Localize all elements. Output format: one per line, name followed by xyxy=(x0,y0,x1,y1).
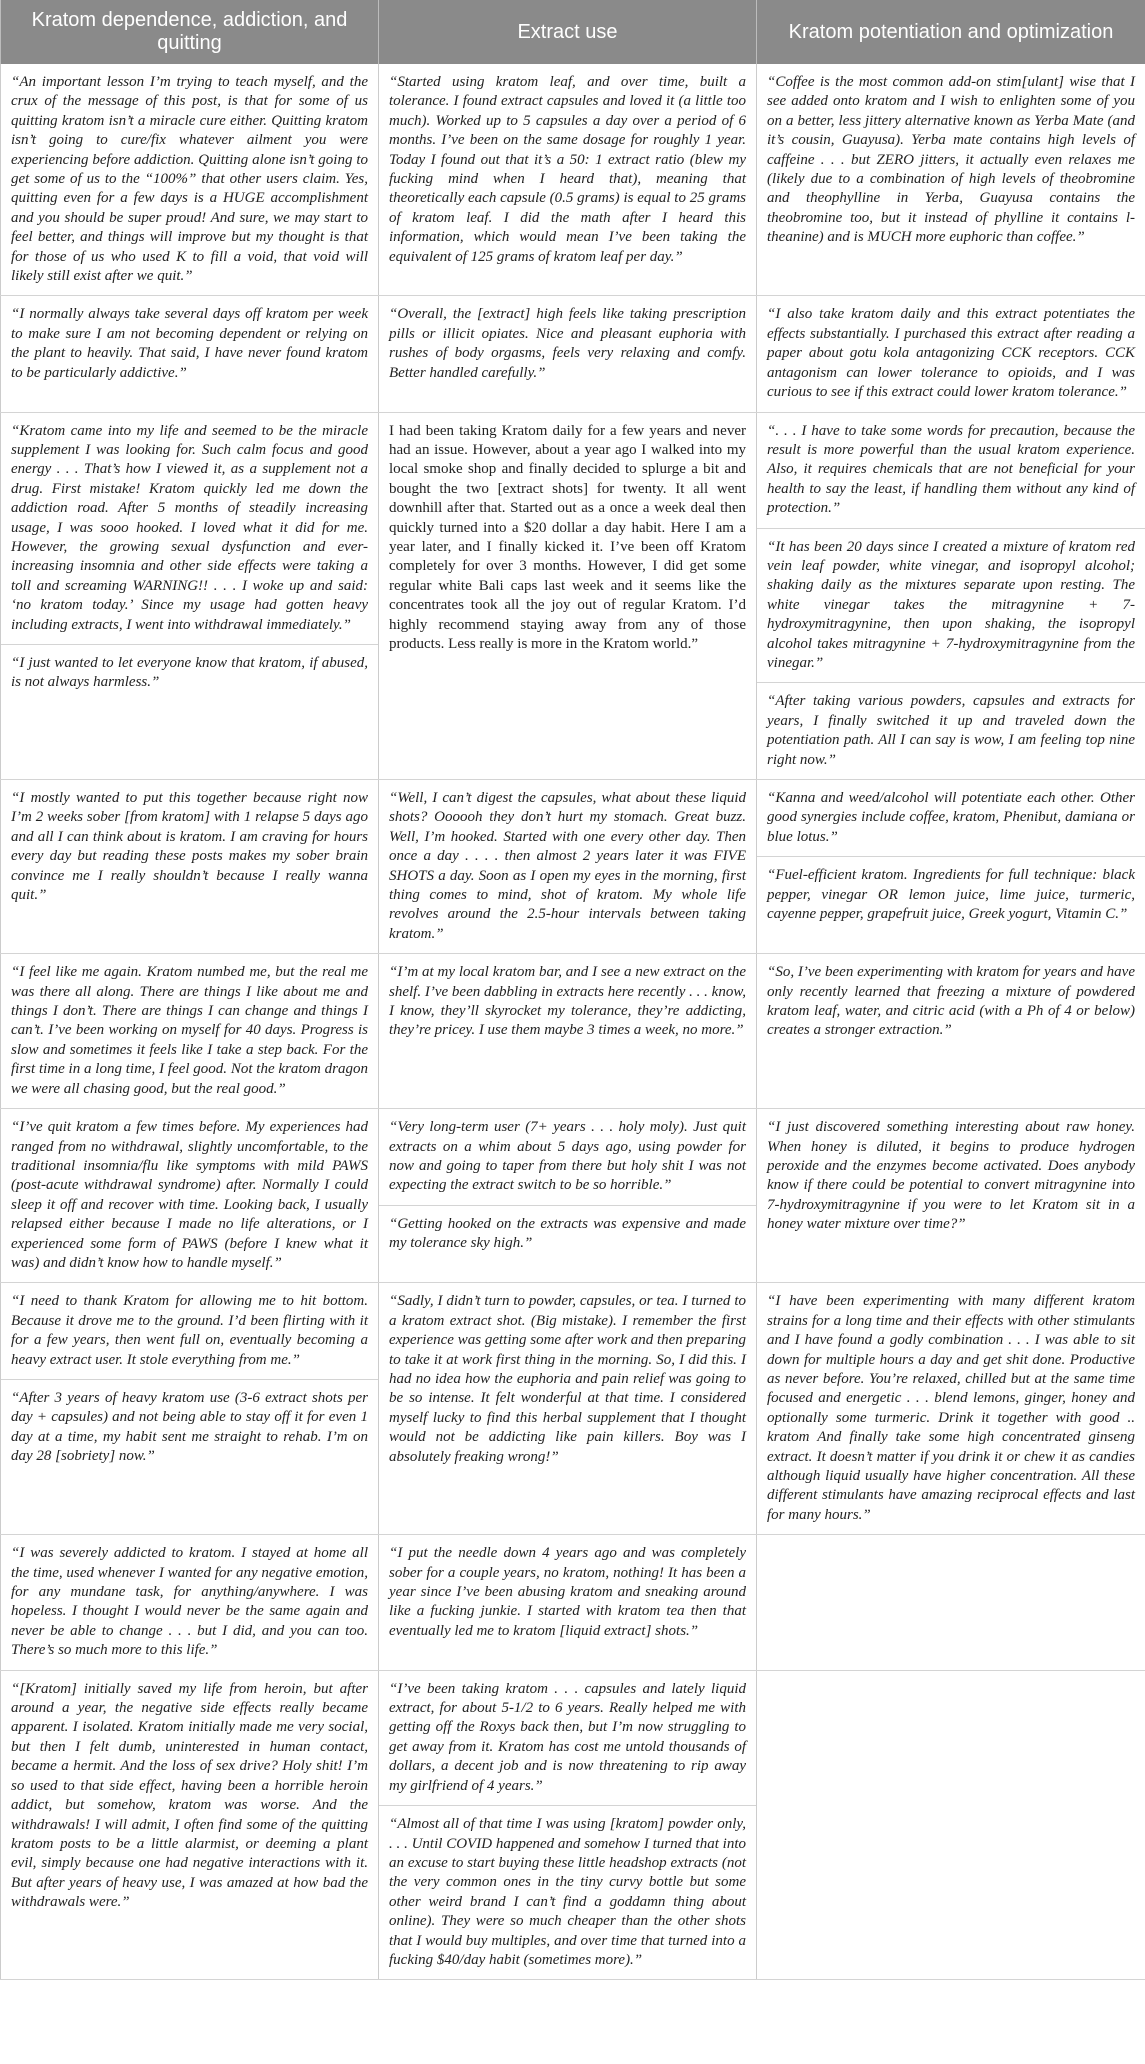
quote-text: “It has been 20 days since I created a mixture of kratom red vein leaf powder, white vinegar, and isopropyl alcohol; shaking daily as the mixtures separate upon resting. The white vinegar takes the mitragynine + 7-hydroxymitragynine, then upon shaking, the isopropyl alcohol takes mitragynine + 7-hydroxymitragynine from the vinegar.” xyxy=(757,529,1145,684)
table-cell-potentiation xyxy=(757,954,1145,1109)
table-cell-extract xyxy=(379,1535,757,1670)
quote-text: “Overall, the [extract] high feels like taking prescription pills or illicit opiates. Nice and pleasant euphoria with rushes of body orgasms, feels very relaxing and comfy. Better handled carefully.” xyxy=(389,306,746,381)
table-row xyxy=(1,1535,1145,1670)
quote-text: “After taking various powders, capsules and extracts for years, I finally switched it up and traveled down the potentiation path. All I can say is wow, I am feeling top nine right now.” xyxy=(767,693,1135,768)
table-cell-potentiation xyxy=(757,64,1145,296)
quote-text: “Almost all of that time I was using [kratom] powder only, . . . Until COVID happened and somehow I turned that into an excuse to start buying these little headshop extracts (not the very common ones in the tiny curvy bottle but some other weird brand I can’t find a goddamn thing about online). They were so much cheaper than the other shots that I would buy multiples, and over time that turned into a fucking $40/day habit (sometimes more).” xyxy=(389,1816,746,1968)
table-cell-potentiation xyxy=(757,780,1145,954)
table-cell-dependence xyxy=(1,64,379,296)
table-row xyxy=(1,780,1145,954)
table-cell-potentiation xyxy=(757,1109,1145,1283)
table-row xyxy=(1,296,1145,412)
table-cell-extract xyxy=(379,296,757,412)
quote-text: “I just wanted to let everyone know that kratom, if abused, is not always harmless.” xyxy=(11,654,368,691)
quote-text: “I need to thank Kratom for allowing me to hit bottom. Because it drove me to the ground. I’d been flirting with it for a few years, then went full on, eventually becoming a heavy extract user. It stole everything from me.” xyxy=(1,1283,378,1380)
quote-text: “Coffee is the most common add-on stim[ulant] wise that I see added onto kratom and I wish to enlighten some of you on a better, less jittery alternative known as Yerba Mate (and it’s cousin, Guayusa). Yerba mate contains high levels of caffeine . . . but ZERO jitters, it actually even relaxes me (likely due to a combination of high levels of theobromine and theophylline in Yerba, Guayusa contains the theobromine too, but it instead of phylline it contains l-theanine) and is MUCH more euphoric than coffee.” xyxy=(767,74,1135,246)
header-potentiation: Kratom potentiation and optimization xyxy=(757,0,1145,64)
table-cell-dependence xyxy=(1,1535,379,1670)
table-cell-extract xyxy=(379,64,757,296)
quote-text: “[Kratom] initially saved my life from heroin, but after around a year, the negative side effects really became apparent. I isolated. Kratom initially made me very social, but then I felt dumb, uninterested in human contact, became a hermit. And the loss of sex drive? Holy shit! I’m so used to that side effect, having been a horrible heroin addict, but somehow, kratom was worse. And the withdrawals! I will admit, I often find some of the quitting kratom posts to be a little alarmist, or deeming a plant evil, simply because one had negative interactions with it. But after years of heavy use, I was amazed at how bad the withdrawals were.” xyxy=(11,1680,368,1911)
table-row xyxy=(1,1670,1145,1980)
quote-text: “Well, I can’t digest the capsules, what about these liquid shots? Oooooh they don’t hurt my stomach. Great buzz. Well, I’m hooked. Started with one every other day. Then once a day . . . . then almost 2 years later it was FIVE SHOTS a day. Soon as I open my eyes in the morning, first thing comes to mind, shot of kratom. My whole life revolves around the 2.5-hour intervals between taking kratom.” xyxy=(389,790,746,942)
table-cell-extract xyxy=(379,1670,757,1980)
header-extract: Extract use xyxy=(379,0,757,64)
quote-text: “. . . I have to take some words for precaution, because the result is more powerful than the usual kratom experience. Also, it requires chemicals that are not beneficial for your health to say the least, if handling them without any kind of protection.” xyxy=(757,413,1145,529)
quote-text: “Getting hooked on the extracts was expensive and made my tolerance sky high.” xyxy=(389,1215,746,1252)
table-cell-extract xyxy=(379,412,757,780)
table-cell-potentiation xyxy=(757,296,1145,412)
table-cell-dependence xyxy=(1,412,379,780)
quote-text: “I was severely addicted to kratom. I stayed at home all the time, used whenever I wanted for any negative emotion, for any mundane task, for anything/anywhere. I was hopeless. I thought I would never be the same again and never be able to change . . . but I did, and you can too. There’s so much more to this life.” xyxy=(11,1545,368,1659)
table-cell-dependence xyxy=(1,1109,379,1283)
quote-text: “I’ve quit kratom a few times before. My experiences had ranged from no withdrawal, slightly uncomfortable, to the traditional insomnia/flu like symptoms with mild PAWS (post-acute withdrawal syndrome) after. Normally I could sleep it off and recover with time. Looking back, I usually relapsed either because I made no life alterations, or I experienced some form of PAWS (before I knew what it was) and didn’t know how to handle myself.” xyxy=(11,1119,368,1271)
quote-text: “Fuel-efficient kratom. Ingredients for full technique: black pepper, vinegar OR lemon juice, lime juice, turmeric, cayenne pepper, grapefruit juice, Greek yogurt, Vitamin C.” xyxy=(767,867,1135,923)
table-cell-dependence xyxy=(1,1670,379,1980)
table-row xyxy=(1,1109,1145,1283)
table-cell-potentiation xyxy=(757,1670,1145,1980)
quote-text: “After 3 years of heavy kratom use (3-6 extract shots per day + capsules) and not being able to stay off it for even 1 day at a time, my habit sent me straight to rehab. I’m on day 28 [sobriety] now.” xyxy=(11,1389,368,1465)
header-row xyxy=(1,0,1145,64)
quote-text: “Sadly, I didn’t turn to powder, capsules, or tea. I turned to a kratom extract shot. (Big mistake). I remember the first experience was getting some after work and then preparing to take it at work first thing in the morning. So, I did this. I had no idea how the euphoria and pain relief was going to be so intense. It felt wonderful at that time. I considered myself lucky to find this herbal supplement that I thought would not be addicting like pain killers. Boy was I absolutely freaking wrong!” xyxy=(389,1293,746,1465)
table-row xyxy=(1,1283,1145,1535)
table-cell-extract xyxy=(379,780,757,954)
quote-text: “I also take kratom daily and this extract potentiates the effects substantially. I purchased this extract after reading a paper about gotu kola antagonizing CCK receptors. CCK antagonism can lower tolerance to opioids, and I was curious to see if this extract could lower kratom tolerance.” xyxy=(767,306,1135,401)
quote-text: “I normally always take several days off kratom per week to make sure I am not becoming dependent or relying on the plant to heavily. That said, I have never found kratom to be particularly addictive.” xyxy=(11,306,368,381)
quote-text: “I mostly wanted to put this together because right now I’m 2 weeks sober [from kratom] with 1 relapse 5 days ago and all I can think about is kratom. I am craving for hours every day but reading these posts makes my sober brain convince me I really shouldn’t because I really wanna quit.” xyxy=(11,790,368,904)
quote-text: “I just discovered something interesting about raw honey. When honey is diluted, it begins to produce hydrogen peroxide and the enzymes become activated. Does anybody know if there could be potential to convert mitragynine into 7-hydroxymitragynine if you were to let Kratom sit in a honey water mixture over time?” xyxy=(767,1119,1135,1233)
table-cell-potentiation xyxy=(757,412,1145,780)
quote-text: “So, I’ve been experimenting with kratom for years and have only recently learned that freezing a mixture of powdered kratom leaf, water, and citric acid (with a Ph of 4 or below) creates a stronger extraction.” xyxy=(767,964,1135,1039)
quote-text: “Kanna and weed/alcohol will potentiate each other. Other good synergies include coffee, kratom, Phenibut, damiana or blue lotus.” xyxy=(757,780,1145,857)
table-cell-extract xyxy=(379,1109,757,1283)
quote-text: “I have been experimenting with many different kratom strains for a long time and their effects with other stimulants and I have found a godly combination . . . I was able to sit down for multiple hours a day and get shit done. Productive as never before. You’re relaxed, chilled but at the same time focused and energetic . . . blend lemons, ginger, honey and optionally some turmeric. Drink it together with good .. kratom And finally take some high concentrated ginseng extract. It doesn’t matter if you drink it or chew it as candies although liquid usually have higher concentration. All these different stimulants have amazing reciprocal effects and last for many hours.” xyxy=(767,1293,1135,1523)
quote-text: I had been taking Kratom daily for a few years and never had an issue. However, about a year ago I walked into my local smoke shop and finally decided to splurge a bit and bought the two [extract shots] for twenty. It all went downhill after that. Started out as a once a week deal then quickly turned into a $20 dollar a day habit. Here I am a year later, and I finally kicked it. I’ve been off Kratom completely for over 3 months. However, I did get some regular white Bali caps last week and it seems like the concentrates took all the joy out of regular Kratom. I’d highly recommend staying away from any of those products. Less really is more in the Kratom world.” xyxy=(389,422,746,652)
quote-text: “I put the needle down 4 years ago and was completely sober for a couple years, no kratom, nothing! It has been a year since I’ve been abusing kratom and sneaking around like a fucking junkie. I started with kratom tea then that eventually led me to kratom [liquid extract] shots.” xyxy=(389,1545,746,1639)
table-cell-extract xyxy=(379,954,757,1109)
table-cell-potentiation xyxy=(757,1535,1145,1670)
quote-text: “Started using kratom leaf, and over time, built a tolerance. I found extract capsules and loved it (a little too much). Worked up to 5 capsules a day over a period of 6 months. I’ve been on the same dosage for roughly 1 year. Today I found out that it’s a 50: 1 extract ratio (blew my fucking mind when I heard that), meaning that theoretically each capsule (0.5 grams) is equal to 25 grams of kratom leaf. I did the math after I heard this information, which would mean I’ve been taking the equivalent of 125 grams of kratom leaf per day.” xyxy=(389,74,746,265)
table-cell-dependence xyxy=(1,954,379,1109)
quote-text: “I feel like me again. Kratom numbed me, but the real me was there all along. There are things I like about me and things I don’t. There are things I can change and things I can’t. I’ve been working on myself for 40 days. Progress is slow and sometimes it feels like I take a step back. For the first time in a long time, I feel good. Not the kratom dragon we were all chasing good, but the real good.” xyxy=(11,964,368,1097)
table-cell-dependence xyxy=(1,296,379,412)
table-cell-extract xyxy=(379,1283,757,1535)
quote-text: “I’m at my local kratom bar, and I see a new extract on the shelf. I’ve been dabbling in extracts here recently . . . know, I know, they’ll skyrocket my tolerance, they’re addicting, they’re pricey. I use them maybe 3 times a week, no more.” xyxy=(389,964,746,1039)
quote-text: “Very long-term user (7+ years . . . holy moly). Just quit extracts on a whim about 5 days ago, using powder for now and going to taper from there but holy shit I was not expecting the extract switch to be so horrible.” xyxy=(379,1109,756,1206)
quote-text: “I’ve been taking kratom . . . capsules and lately liquid extract, for about 5-1/2 to 6 years. Really helped me with getting off the Roxys back then, but I’m now struggling to get away from it. Kratom has cost me untold thousands of dollars, a decent job and is now threatening to rip away my girlfriend of 4 years.” xyxy=(379,1671,756,1806)
header-dependence: Kratom dependence, addiction, and quitting xyxy=(1,0,379,64)
table-body xyxy=(1,64,1145,1980)
table-cell-potentiation xyxy=(757,1283,1145,1535)
table-cell-dependence xyxy=(1,780,379,954)
table-row xyxy=(1,412,1145,780)
table-row xyxy=(1,64,1145,296)
quote-text: “An important lesson I’m trying to teach myself, and the crux of the message of this post, is that for some of us quitting kratom isn’t a miracle cure either. Quitting kratom isn’t going to cure/fix whatever ailment you were experiencing before addiction. Quitting alone isn’t going to get some of us to the “100%” that other users claim. Yes, quitting even for a few days is a HUGE accomplishment and you should be super proud! And sure, we may start to feel better, and things will improve but my thought is that for those of us who used K to fill a void, that void will likely still exist after we quit.” xyxy=(11,74,368,285)
quote-text: “Kratom came into my life and seemed to be the miracle supplement I was looking for. Such calm focus and good energy . . . That’s how I viewed it, as a supplement not a drug. First mistake! Kratom quickly led me down the addiction road. After 5 months of steadily increasing usage, I was sooo hooked. I loved what it did for me. However, the growing sexual dysfunction and ever-increasing insomnia and other side effects were taking a toll and screaming WARNING!! . . . I woke up and said: ‘no kratom today.’ Since my usage had gotten heavy including extracts, I went into withdrawal immediately.” xyxy=(1,413,378,645)
table-cell-dependence xyxy=(1,1283,379,1535)
table-row xyxy=(1,954,1145,1109)
